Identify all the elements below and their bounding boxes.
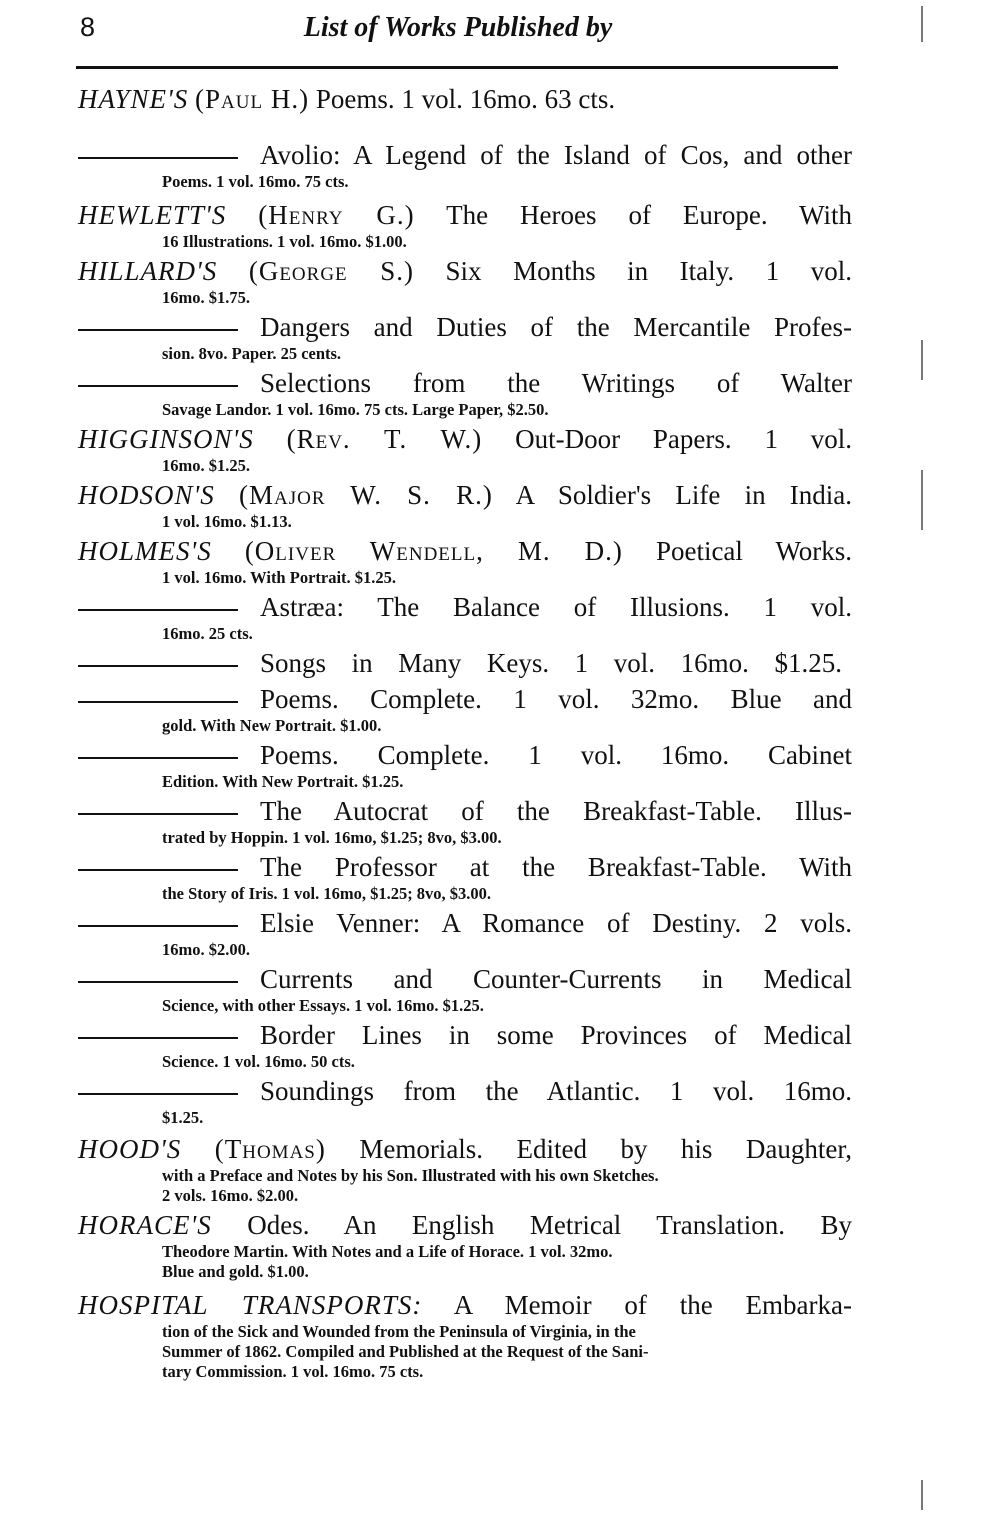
catalog-entry bbox=[78, 682, 852, 738]
entry-details: 1 vol. 16mo. With Portrait. $1.25. bbox=[162, 568, 397, 587]
catalog-entry bbox=[78, 590, 852, 646]
catalog-entry bbox=[78, 1288, 852, 1388]
ditto-rule bbox=[78, 981, 238, 983]
page-header bbox=[78, 8, 838, 52]
entry-details: trated by Hoppin. 1 vol. 16mo, $1.25; 8vo, $3.00. bbox=[162, 828, 502, 847]
author-given-name: (Rev. T. W.) bbox=[286, 424, 483, 454]
page-number: 8 bbox=[80, 12, 96, 42]
entry-details: the Story of Iris. 1 vol. 16mo, $1.25; 8vo, $3.00. bbox=[162, 884, 492, 903]
author-name: HOOD'S bbox=[78, 1134, 182, 1164]
entry-title: Avolio: A Legend of the Island of Cos, and other bbox=[260, 140, 852, 170]
catalog-entry bbox=[78, 646, 852, 682]
author-name: HAYNE'S bbox=[78, 84, 189, 114]
ditto-rule bbox=[78, 869, 238, 871]
ditto-rule bbox=[78, 157, 238, 159]
entry-title: Soundings from the Atlantic. 1 vol. 16mo. bbox=[260, 1076, 852, 1106]
catalog-entry bbox=[78, 850, 852, 906]
running-title: List of Works Published by bbox=[303, 12, 613, 43]
catalog-entry bbox=[78, 962, 852, 1018]
author-given-name: (Paul H.) bbox=[195, 84, 310, 114]
entry-details-continued: Blue and gold. $1.00. bbox=[162, 1262, 309, 1281]
catalog-entry bbox=[78, 422, 852, 478]
catalog-entry bbox=[78, 1018, 852, 1074]
entry-title: The Autocrat of the Breakfast-Table. Illus- bbox=[260, 796, 852, 826]
catalog-entry bbox=[78, 138, 852, 198]
entry-details-continued: 2 vols. 16mo. $2.00. bbox=[162, 1186, 299, 1205]
catalog-entry bbox=[78, 366, 852, 422]
entry-title: Currents and Counter-Currents in Medical bbox=[260, 964, 852, 994]
entry-title: The Heroes of Europe. With bbox=[446, 200, 852, 230]
author-given-name: (Major W. S. R.) bbox=[238, 480, 493, 510]
author-name: HODSON'S bbox=[78, 480, 215, 510]
catalog-entry bbox=[78, 1132, 852, 1208]
entry-details: 16mo. $2.00. bbox=[162, 940, 250, 959]
entry-title: Memorials. Edited by his Daughter, bbox=[359, 1134, 853, 1164]
ditto-rule bbox=[78, 925, 238, 927]
entry-details: Theodore Martin. With Notes and a Life of Horace. 1 vol. 32mo. bbox=[162, 1242, 613, 1261]
entry-title: Poems. Complete. 1 vol. 32mo. Blue and bbox=[260, 684, 852, 714]
ditto-rule bbox=[78, 757, 238, 759]
entry-title: Border Lines in some Provinces of Medical bbox=[260, 1020, 852, 1050]
catalog-entry bbox=[78, 310, 852, 366]
entry-title: Dangers and Duties of the Mercantile Profes- bbox=[260, 312, 852, 342]
ditto-rule bbox=[78, 1093, 238, 1095]
entry-title: Poetical Works. bbox=[655, 536, 853, 566]
author-name: HILLARD'S bbox=[78, 256, 218, 286]
ditto-rule bbox=[78, 329, 238, 331]
entry-details: Edition. With New Portrait. $1.25. bbox=[162, 772, 404, 791]
catalog-entry bbox=[78, 794, 852, 850]
ditto-rule bbox=[78, 385, 238, 387]
entry-details: 16mo. $1.25. bbox=[162, 456, 250, 475]
entry-details: $1.25. bbox=[162, 1108, 204, 1127]
catalog-entry bbox=[78, 198, 852, 254]
author-name: HEWLETT'S bbox=[78, 200, 227, 230]
author-given-name: (Oliver Wendell, M. D.) bbox=[244, 536, 623, 566]
scan-edge-mark bbox=[921, 340, 923, 380]
entry-details: Science. 1 vol. 16mo. 50 cts. bbox=[162, 1052, 355, 1071]
entry-title: Odes. An English Metrical Translation. By bbox=[247, 1210, 853, 1240]
catalog-entry bbox=[78, 478, 852, 534]
ditto-rule bbox=[78, 813, 238, 815]
catalog-entry bbox=[78, 738, 852, 794]
author-name: HOSPITAL TRANSPORTS: bbox=[78, 1290, 423, 1320]
scan-edge-mark bbox=[921, 6, 923, 42]
entry-title: Songs in Many Keys. 1 vol. 16mo. $1.25. bbox=[260, 648, 842, 678]
author-given-name: (Henry G.) bbox=[258, 200, 415, 230]
entry-title: Selections from the Writings of Walter bbox=[260, 368, 852, 398]
ditto-rule bbox=[78, 609, 238, 611]
author-name: HORACE'S bbox=[78, 1210, 212, 1240]
entry-details: Science, with other Essays. 1 vol. 16mo. $1.25. bbox=[162, 996, 484, 1015]
entry-details-continued: tary Commission. 1 vol. 16mo. 75 cts. bbox=[162, 1362, 424, 1381]
entry-details: 16 Illustrations. 1 vol. 16mo. $1.00. bbox=[162, 232, 407, 251]
entry-details: 16mo. 25 cts. bbox=[162, 624, 253, 643]
entry-title: Elsie Venner: A Romance of Destiny. 2 vols. bbox=[260, 908, 852, 938]
entry-details: gold. With New Portrait. $1.00. bbox=[162, 716, 382, 735]
author-name: HIGGINSON'S bbox=[78, 424, 254, 454]
ditto-rule bbox=[78, 701, 238, 703]
catalog-entry bbox=[78, 1208, 852, 1288]
catalog-entry bbox=[78, 1074, 852, 1132]
entry-title: Poems. Complete. 1 vol. 16mo. Cabinet bbox=[260, 740, 852, 770]
entry-title: Out-Door Papers. 1 vol. bbox=[515, 424, 852, 454]
entry-title: Six Months in Italy. 1 vol. bbox=[445, 256, 852, 286]
ditto-rule bbox=[78, 665, 238, 667]
header-rule bbox=[76, 66, 838, 69]
entry-details: sion. 8vo. Paper. 25 cents. bbox=[162, 344, 342, 363]
catalog-entry bbox=[78, 906, 852, 962]
entry-title: The Professor at the Breakfast-Table. With bbox=[260, 852, 852, 882]
entry-details: 16mo. $1.75. bbox=[162, 288, 250, 307]
ditto-rule bbox=[78, 1037, 238, 1039]
scan-edge-mark bbox=[921, 1480, 923, 1510]
catalog-entries bbox=[78, 82, 852, 1388]
catalog-entry bbox=[78, 534, 852, 590]
entry-details: 1 vol. 16mo. $1.13. bbox=[162, 512, 292, 531]
entry-details: Savage Landor. 1 vol. 16mo. 75 cts. Large Paper, $2.50. bbox=[162, 400, 549, 419]
entry-title: A Soldier's Life in India. bbox=[515, 480, 852, 510]
entry-title: A Memoir of the Embarka- bbox=[453, 1290, 852, 1320]
entry-details: tion of the Sick and Wounded from the Peninsula of Virginia, in the bbox=[162, 1322, 636, 1341]
author-name: HOLMES'S bbox=[78, 536, 212, 566]
catalog-entry bbox=[78, 82, 852, 138]
author-given-name: (George S.) bbox=[248, 256, 414, 286]
catalog-entry bbox=[78, 254, 852, 310]
entry-title: Astræa: The Balance of Illusions. 1 vol. bbox=[260, 592, 852, 622]
author-given-name: (Thomas) bbox=[214, 1134, 326, 1164]
entry-title: Poems. 1 vol. 16mo. 63 cts. bbox=[315, 84, 616, 114]
entry-details: Poems. 1 vol. 16mo. 75 cts. bbox=[162, 172, 349, 191]
scan-edge-mark bbox=[921, 470, 923, 530]
entry-details-continued: Summer of 1862. Compiled and Published at the Request of the Sani- bbox=[162, 1342, 649, 1361]
entry-details: with a Preface and Notes by his Son. Illustrated with his own Sketches. bbox=[162, 1166, 659, 1185]
